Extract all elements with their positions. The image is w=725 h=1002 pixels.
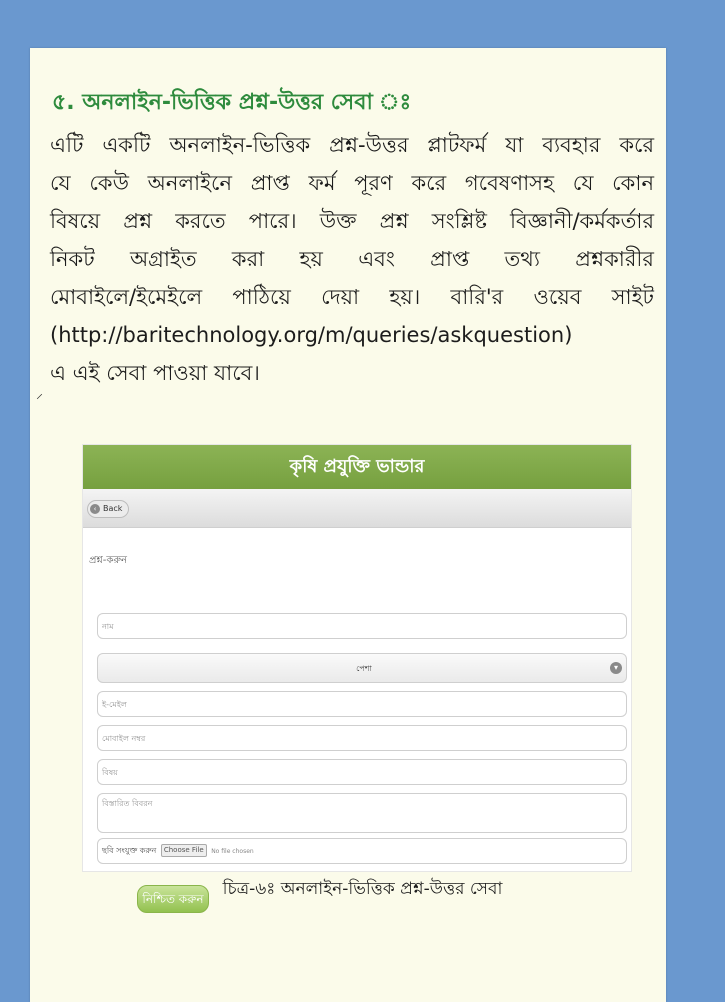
chevron-down-icon: ▾ bbox=[610, 662, 622, 674]
app-toolbar bbox=[83, 489, 631, 528]
no-file-label: No file chosen bbox=[211, 848, 254, 855]
body-line: নিকট অগ্রাইত করা হয় এবং প্রাপ্ত তথ্য প্রশ্নকারীর bbox=[50, 247, 654, 271]
back-arrow-icon: ‹ bbox=[90, 504, 100, 514]
submit-button[interactable]: নিশ্চিত করুন bbox=[137, 885, 209, 913]
section-body bbox=[50, 126, 654, 392]
back-button[interactable] bbox=[87, 500, 129, 518]
choose-file-button[interactable]: Choose File bbox=[161, 844, 207, 857]
body-line: এটি একটি অনলাইন-ভিত্তিক প্রশ্ন-উত্তর প্লাটফর্ম যা ব্যবহার করে bbox=[50, 133, 654, 157]
details-textarea[interactable]: বিস্তারিত বিবরন bbox=[97, 793, 627, 833]
section-heading: ৫. অনলাইন-ভিত্তিক প্রশ্ন-উত্তর সেবা ঃ bbox=[52, 90, 412, 115]
mobile-field[interactable]: মোবাইল নম্বর bbox=[97, 725, 627, 751]
attach-label: ছবি সংযুক্ত করুন bbox=[102, 846, 157, 855]
app-header-title: কৃষি প্রযুক্তি ভান্ডার bbox=[83, 445, 631, 489]
body-line: এ এই সেবা পাওয়া যাবে। bbox=[50, 361, 260, 385]
name-field[interactable]: নাম bbox=[97, 613, 627, 639]
email-field[interactable]: ই-মেইল bbox=[97, 691, 627, 717]
body-line: বিষয়ে প্রশ্ন করতে পারে। উক্ত প্রশ্ন সংশ্লিষ্ট বিজ্ঞানী/কর্মকর্তার bbox=[50, 209, 654, 233]
figure-caption: চিত্র-৬ঃ অনলাইন-ভিত্তিক প্রশ্ন-উত্তর সেবা bbox=[222, 879, 503, 899]
body-line-url: (http://baritechnology.org/m/queries/askquestion) bbox=[50, 323, 573, 347]
profession-select-value: পেশা bbox=[356, 664, 372, 673]
attach-image-row bbox=[97, 838, 627, 864]
body-line: মোবাইলে/ইমেইলে পাঠিয়ে দেয়া হয়। বারি'র ওয়েব সাইট bbox=[50, 285, 654, 309]
back-label: Back bbox=[103, 504, 123, 513]
subject-field[interactable]: বিষয় bbox=[97, 759, 627, 785]
form-title: প্রশ্ন-করুন bbox=[89, 555, 128, 566]
body-line: যে কেউ অনলাইনে প্রাপ্ত ফর্ম পূরণ করে গবেষণাসহ যে কোন bbox=[50, 171, 654, 195]
profession-select[interactable] bbox=[97, 653, 627, 683]
document-page bbox=[30, 48, 666, 1002]
margin-mark-icon: ⸝ bbox=[36, 386, 43, 402]
